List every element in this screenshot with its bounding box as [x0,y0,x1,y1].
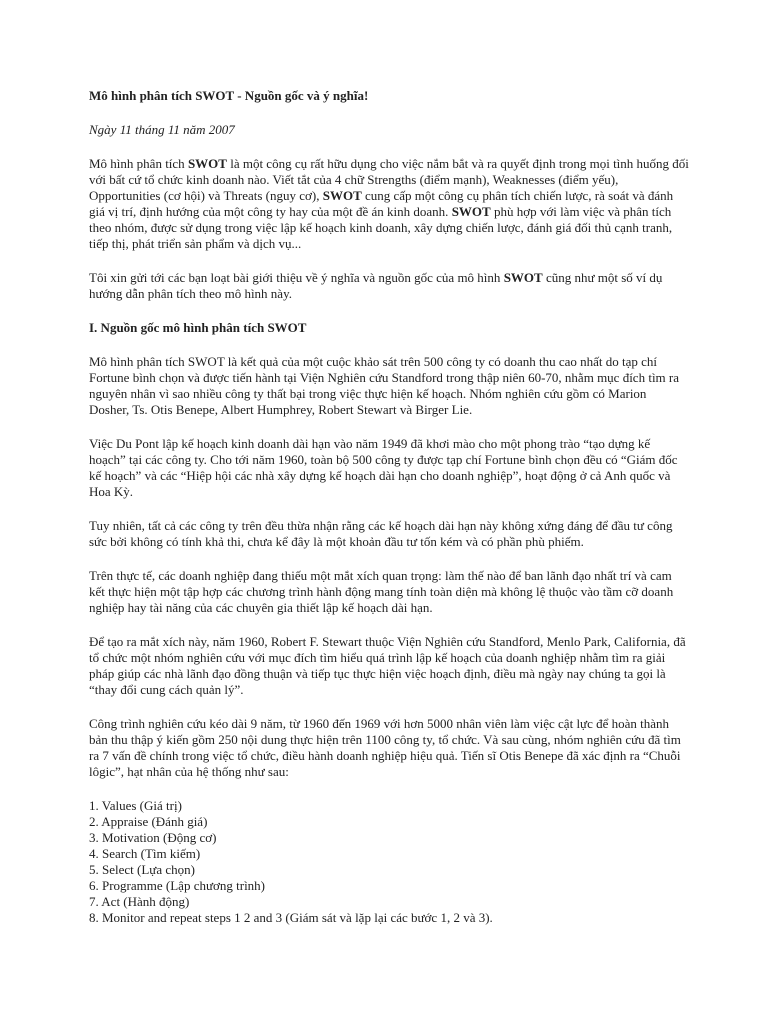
body-paragraph: Trên thực tế, các doanh nghiệp đang thiếu một mắt xích quan trọng: làm thế nào để ban lãnh đạo nhất trí và cam kết thực hiện một tập hợp các chương trình hành động mang tính toàn diện mà không lệ thuộc vào tầm cỡ doanh nghiệp hay tài năng của các chuyên gia thiết lập kế hoạch dài hạn. [89,568,674,615]
body-paragraph: Tuy nhiên, tất cả các công ty trên đều thừa nhận rằng các kế hoạch dài hạn này không xứng đáng để đầu tư công sức bởi không có tính khả thi, chưa kể đây là một khoản đầu tư tốn kém và có phần phù phiếm. [89,518,673,549]
intro-paragraph-2: Tôi xin gửi tới các bạn loạt bài giới thiệu về ý nghĩa và nguồn gốc của mô hình SWOT cũng như một số ví dụ hướng dẫn phân tích theo mô hình này. [89,270,663,301]
document-title: Mô hình phân tích SWOT - Nguồn gốc và ý nghĩa! [89,88,369,103]
body-paragraph: Công trình nghiên cứu kéo dài 9 năm, từ 1960 đến 1969 với hơn 5000 nhân viên làm việc cật lực để hoàn thành bản thu thập ý kiến gồm 250 nội dung thực hiện trên 1100 công ty, tổ chức. Và sau cùng, nhóm nghiên cứu đã tìm ra 7 vấn đề chính trong việc tổ chức, điều hành doanh nghiệp hiệu quả. Tiến sĩ Otis Benepe đã xác định ra “Chuỗi lôgic”, hạt nhân của hệ thống như sau: [89,716,681,779]
logic-chain-list [89,798,689,926]
list-item: 8. Monitor and repeat steps 1 2 and 3 (Giám sát và lặp lại các bước 1, 2 và 3). [89,910,493,925]
emphasis-text: SWOT [503,270,543,285]
list-item: 4. Search (Tìm kiếm) [89,846,201,861]
list-item: 3. Motivation (Động cơ) [89,830,217,845]
intro-paragraph-1: Mô hình phân tích SWOT là một công cụ rất hữu dụng cho việc nắm bắt và ra quyết định trong mọi tình huống đối với bất cứ tổ chức kinh doanh nào. Viết tắt của 4 chữ Strengths (điểm mạnh), Weaknesses (điểm yếu), Opportunities (cơ hội) và Threats (nguy cơ), SWOT cung cấp một công cụ phân tích chiến lược, rà soát và đánh giá vị trí, định hướng của một công ty hay của một đề án kinh doanh. SWOT phù hợp với làm việc và phân tích theo nhóm, được sử dụng trong việc lập kế hoạch kinh doanh, xây dựng chiến lược, đánh giá đối thủ cạnh tranh, tiếp thị, phát triển sản phẩm và dịch vụ... [89,156,689,251]
list-item: 7. Act (Hành động) [89,894,190,909]
section-heading-origin: I. Nguồn gốc mô hình phân tích SWOT [89,320,307,335]
body-paragraph: Việc Du Pont lập kế hoạch kinh doanh dài hạn vào năm 1949 đã khơi mào cho một phong trào “tạo dựng kế hoạch” tại các công ty. Cho tới năm 1960, toàn bộ 500 công ty được tạp chí Fortune bình chọn đều có “Giám đốc kế hoạch” và các “Hiệp hội các nhà xây dựng kế hoạch dài hạn cho doanh nghiệp”, hoạt động ở cả Anh quốc và Hoa Kỳ. [89,436,678,499]
emphasis-text: SWOT [187,156,227,171]
emphasis-text: SWOT [322,188,362,203]
list-item: 1. Values (Giá trị) [89,798,182,813]
body-paragraph: Để tạo ra mắt xích này, năm 1960, Robert F. Stewart thuộc Viện Nghiên cứu Standford, Menlo Park, California, đã tổ chức một nhóm nghiên cứu với mục đích tìm hiểu quá trình lập kế hoạch của doanh nghiệp nhằm tìm ra giải pháp giúp các nhà lãnh đạo đồng thuận và tiếp tục thực hiện việc hoạch định, điều mà ngày nay chúng ta gọi là “thay đổi cung cách quản lý”. [89,634,686,697]
document-page [89,88,689,926]
list-item: 2. Appraise (Đánh giá) [89,814,208,829]
body-paragraph: Mô hình phân tích SWOT là kết quả của một cuộc khảo sát trên 500 công ty có doanh thu cao nhất do tạp chí Fortune bình chọn và được tiến hành tại Viện Nghiên cứu Standford trong thập niên 60-70, nhằm mục đích tìm ra nguyên nhân vì sao nhiều công ty thất bại trong việc thực hiện kế hoạch. Nhóm nghiên cứu gồm có Marion Dosher, Ts. Otis Benepe, Albert Humphrey, Robert Stewart và Birger Lie. [89,354,680,417]
list-item: 5. Select (Lựa chọn) [89,862,195,877]
emphasis-text: SWOT [451,204,491,219]
list-item: 6. Programme (Lập chương trình) [89,878,266,893]
publish-date: Ngày 11 tháng 11 năm 2007 [89,122,235,137]
